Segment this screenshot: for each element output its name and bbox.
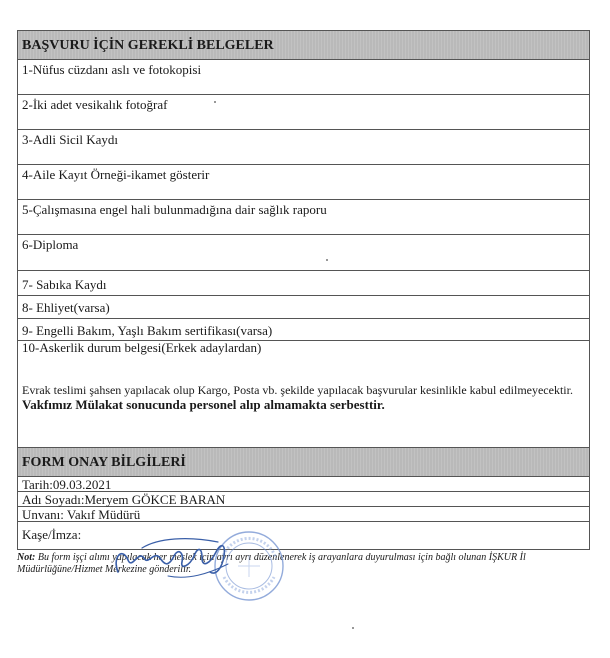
requirement-row: 7- Sabıka Kaydı [18, 271, 589, 296]
requirement-row: 2-İki adet vesikalık fotoğraf [18, 95, 589, 130]
requirement-row: 4-Aile Kayıt Örneği-ikamet gösterir [18, 165, 589, 200]
date-field: Tarih:09.03.2021 [18, 477, 589, 492]
requirement-row: 6-Diploma [18, 235, 589, 271]
requirement-row: 9- Engelli Bakım, Yaşlı Bakım sertifikası(varsa) [18, 319, 589, 341]
application-form [17, 30, 590, 576]
notice-text: Evrak teslimi şahsen yapılacak olup Kargo, Posta vb. şekilde yapılacak başvurular kesinlikle kabul edilmeyecektir. [22, 383, 573, 397]
requirement-row: 1-Nüfus cüzdanı aslı ve fotokopisi [18, 60, 589, 95]
scan-speck [326, 259, 328, 261]
form-approval-header: FORM ONAY BİLGİLERİ [17, 447, 590, 477]
requirements-header: BAŞVURU İÇİN GEREKLİ BELGELER [17, 30, 590, 60]
scan-speck [214, 101, 216, 103]
requirement-row: 3-Adli Sicil Kaydı [18, 130, 589, 165]
scan-speck [352, 627, 354, 629]
footnote-text: Bu form işçi alımı yapılacak her meslek için ayrı ayrı düzenlenerek iş arayanlara duyurulması için bağlı olunan İŞKUR İl Müdürlüğüne/Hizmet Merkezine gönderilir. [17, 552, 526, 575]
signature-icon [98, 528, 248, 586]
requirement-row: 8- Ehliyet(varsa) [18, 296, 589, 319]
name-field: Adı Soyadı:Meryem GÖKCE BARAN [18, 492, 589, 507]
stamp-signature-field: Kaşe/İmza: [18, 522, 589, 550]
requirement-row: 5-Çalışmasına engel hali bulunmadığına dair sağlık raporu [18, 200, 589, 235]
footnote-label: Not: [17, 552, 36, 563]
notice-box [17, 341, 590, 447]
title-field: Unvanı: Vakıf Müdürü [18, 507, 589, 522]
requirement-row: 10-Askerlik durum belgesi(Erkek adaylardan) [22, 340, 262, 355]
requirements-list [17, 60, 590, 341]
notice-bold-text: Vakfımız Mülakat sonucunda personel alıp almamakta serbesttir. [22, 397, 385, 412]
